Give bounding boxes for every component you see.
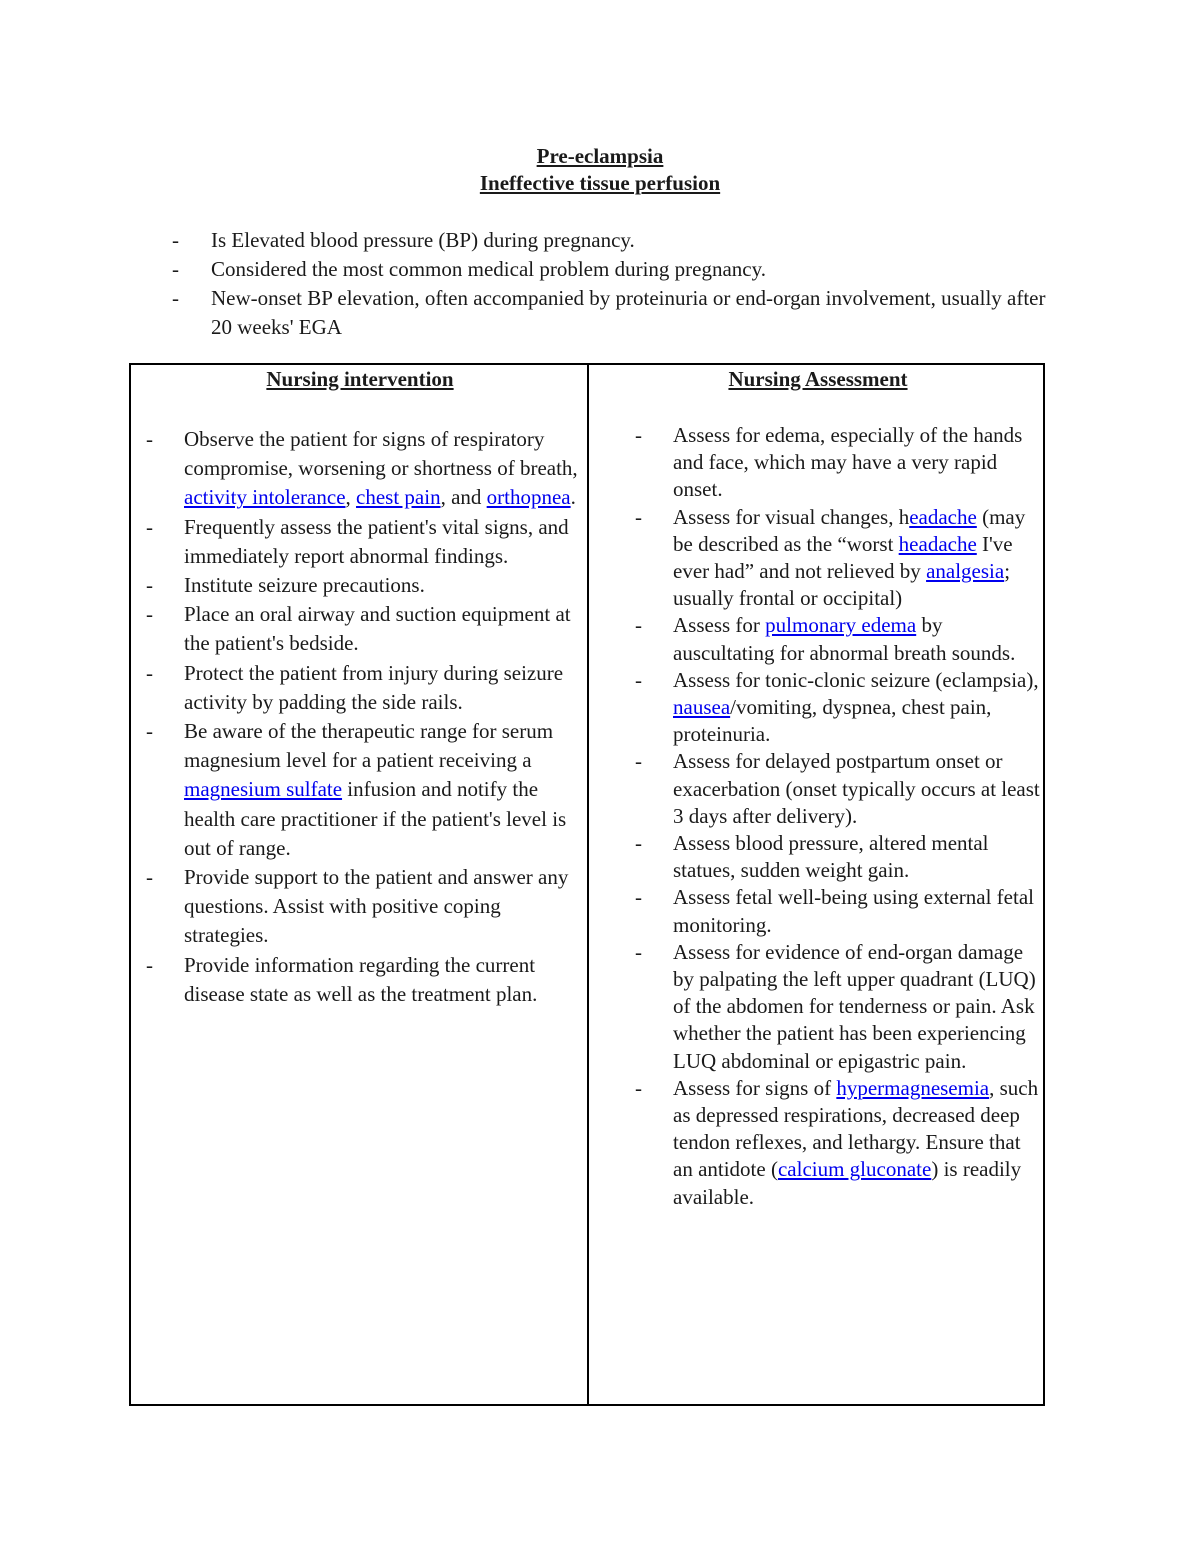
column-divider	[587, 363, 589, 1406]
list-item: - Frequently assess the patient's vital signs, and immediately report abnormal findings.	[146, 514, 569, 568]
calcium-gluconate-link[interactable]: calcium gluconate	[777, 1157, 932, 1182]
dash-bullet: -	[146, 602, 153, 627]
headache-link[interactable]: headache	[898, 531, 977, 556]
list-item: - Assess blood pressure, altered mental statues, sudden weight gain.	[635, 831, 989, 883]
intro-item: - Is Elevated blood pressure (BP) during pregnancy.	[172, 226, 1052, 255]
list-item: - Assess for delayed postpartum onset or exacerbation (onset typically occurs at least 3 days after delivery).	[635, 749, 1040, 828]
dash-bullet: -	[172, 257, 179, 281]
analgesia-link[interactable]: analgesia	[926, 559, 1005, 584]
activity-intolerance-link[interactable]: activity intolerance	[184, 485, 346, 510]
list-item: - Assess for tonic-clonic seizure (eclampsia), nausea/vomiting, dyspnea, chest pain, proteinuria.	[635, 667, 1039, 747]
dash-bullet: -	[635, 885, 642, 910]
orthopnea-link[interactable]: orthopnea	[486, 485, 571, 510]
dash-bullet: -	[635, 1075, 642, 1100]
nausea-link[interactable]: nausea	[673, 695, 731, 720]
dash-bullet: -	[635, 504, 642, 529]
intro-list	[172, 226, 1052, 342]
page-subtitle: Ineffective tissue perfusion	[479, 171, 721, 195]
dash-bullet: -	[146, 573, 153, 598]
list-item: - Assess for pulmonary edema by auscultating for abnormal breath sounds.	[635, 613, 1016, 665]
dash-bullet: -	[635, 423, 642, 447]
list-item: - Assess for evidence of end-organ damage by palpating the left upper quadrant (LUQ) of the abdomen for tenderness or pain. Ask whether the patient has been experiencing LUQ abdominal or epigastric pain.	[635, 939, 1036, 1073]
pulmonary-edema-link[interactable]: pulmonary edema	[765, 613, 917, 638]
chest-pain-link[interactable]: chest pain	[356, 485, 441, 510]
list-item: - Observe the patient for signs of respiratory compromise, worsening or shortness of breath, activity intolerance, chest pain, and orthopnea.	[146, 427, 578, 510]
dash-bullet: -	[146, 865, 153, 890]
dash-bullet: -	[635, 749, 642, 774]
dash-bullet: -	[635, 613, 642, 638]
list-item: - Place an oral airway and suction equipment at the patient's bedside.	[146, 602, 571, 656]
list-item: - Assess for signs of hypermagnesemia, such as depressed respirations, decreased deep tendon reflexes, and lethargy. Ensure that an antidote (calcium gluconate) is readily available.	[635, 1075, 1039, 1209]
assessment-list	[635, 422, 1041, 1211]
dash-bullet: -	[172, 286, 179, 310]
dash-bullet: -	[146, 427, 153, 451]
nursing-assessment-column	[591, 365, 1045, 1209]
dash-bullet: -	[172, 228, 179, 252]
list-item: - Be aware of the therapeutic range for serum magnesium level for a patient receiving a magnesium sulfate infusion and notify the health care practitioner if the patient's level is out of range.	[146, 719, 567, 860]
hypermagnesemia-link[interactable]: hypermagnesemia	[836, 1075, 990, 1100]
list-item: - Provide support to the patient and answer any questions. Assist with positive coping strategies.	[146, 865, 569, 948]
intro-item: - Considered the most common medical problem during pregnancy.	[172, 255, 1052, 284]
list-item: - Provide information regarding the current disease state as well as the treatment plan.	[146, 952, 538, 1006]
list-item: - Protect the patient from injury during seizure activity by padding the side rails.	[146, 660, 564, 714]
dash-bullet: -	[146, 660, 153, 685]
page-title: Pre-eclampsia	[536, 144, 664, 168]
list-item: - Assess for visual changes, headache (may be described as the “worst headache I've ever had” and not relieved by analgesia; usually frontal or occipital)	[635, 504, 1026, 611]
nursing-intervention-heading: Nursing intervention	[266, 367, 454, 391]
headache-link[interactable]: eadache	[909, 504, 977, 529]
dash-bullet: -	[635, 939, 642, 964]
dash-bullet: -	[635, 667, 642, 692]
dash-bullet: -	[146, 952, 153, 977]
nursing-intervention-column	[131, 365, 589, 1006]
intervention-list	[146, 425, 584, 1009]
nursing-assessment-heading: Nursing Assessment	[728, 367, 908, 391]
dash-bullet: -	[146, 719, 153, 744]
intro-item: - New-onset BP elevation, often accompanied by proteinuria or end-organ involvement, usually after 20 weeks' EGA	[172, 286, 1046, 339]
list-item: - Assess fetal well-being using external fetal monitoring.	[635, 885, 1034, 937]
dash-bullet: -	[146, 514, 153, 539]
list-item: - Assess for edema, especially of the hands and face, which may have a very rapid onset.	[635, 423, 1023, 502]
list-item: - Institute seizure precautions.	[146, 571, 584, 600]
dash-bullet: -	[635, 831, 642, 856]
magnesium-sulfate-link[interactable]: magnesium sulfate	[184, 777, 343, 802]
